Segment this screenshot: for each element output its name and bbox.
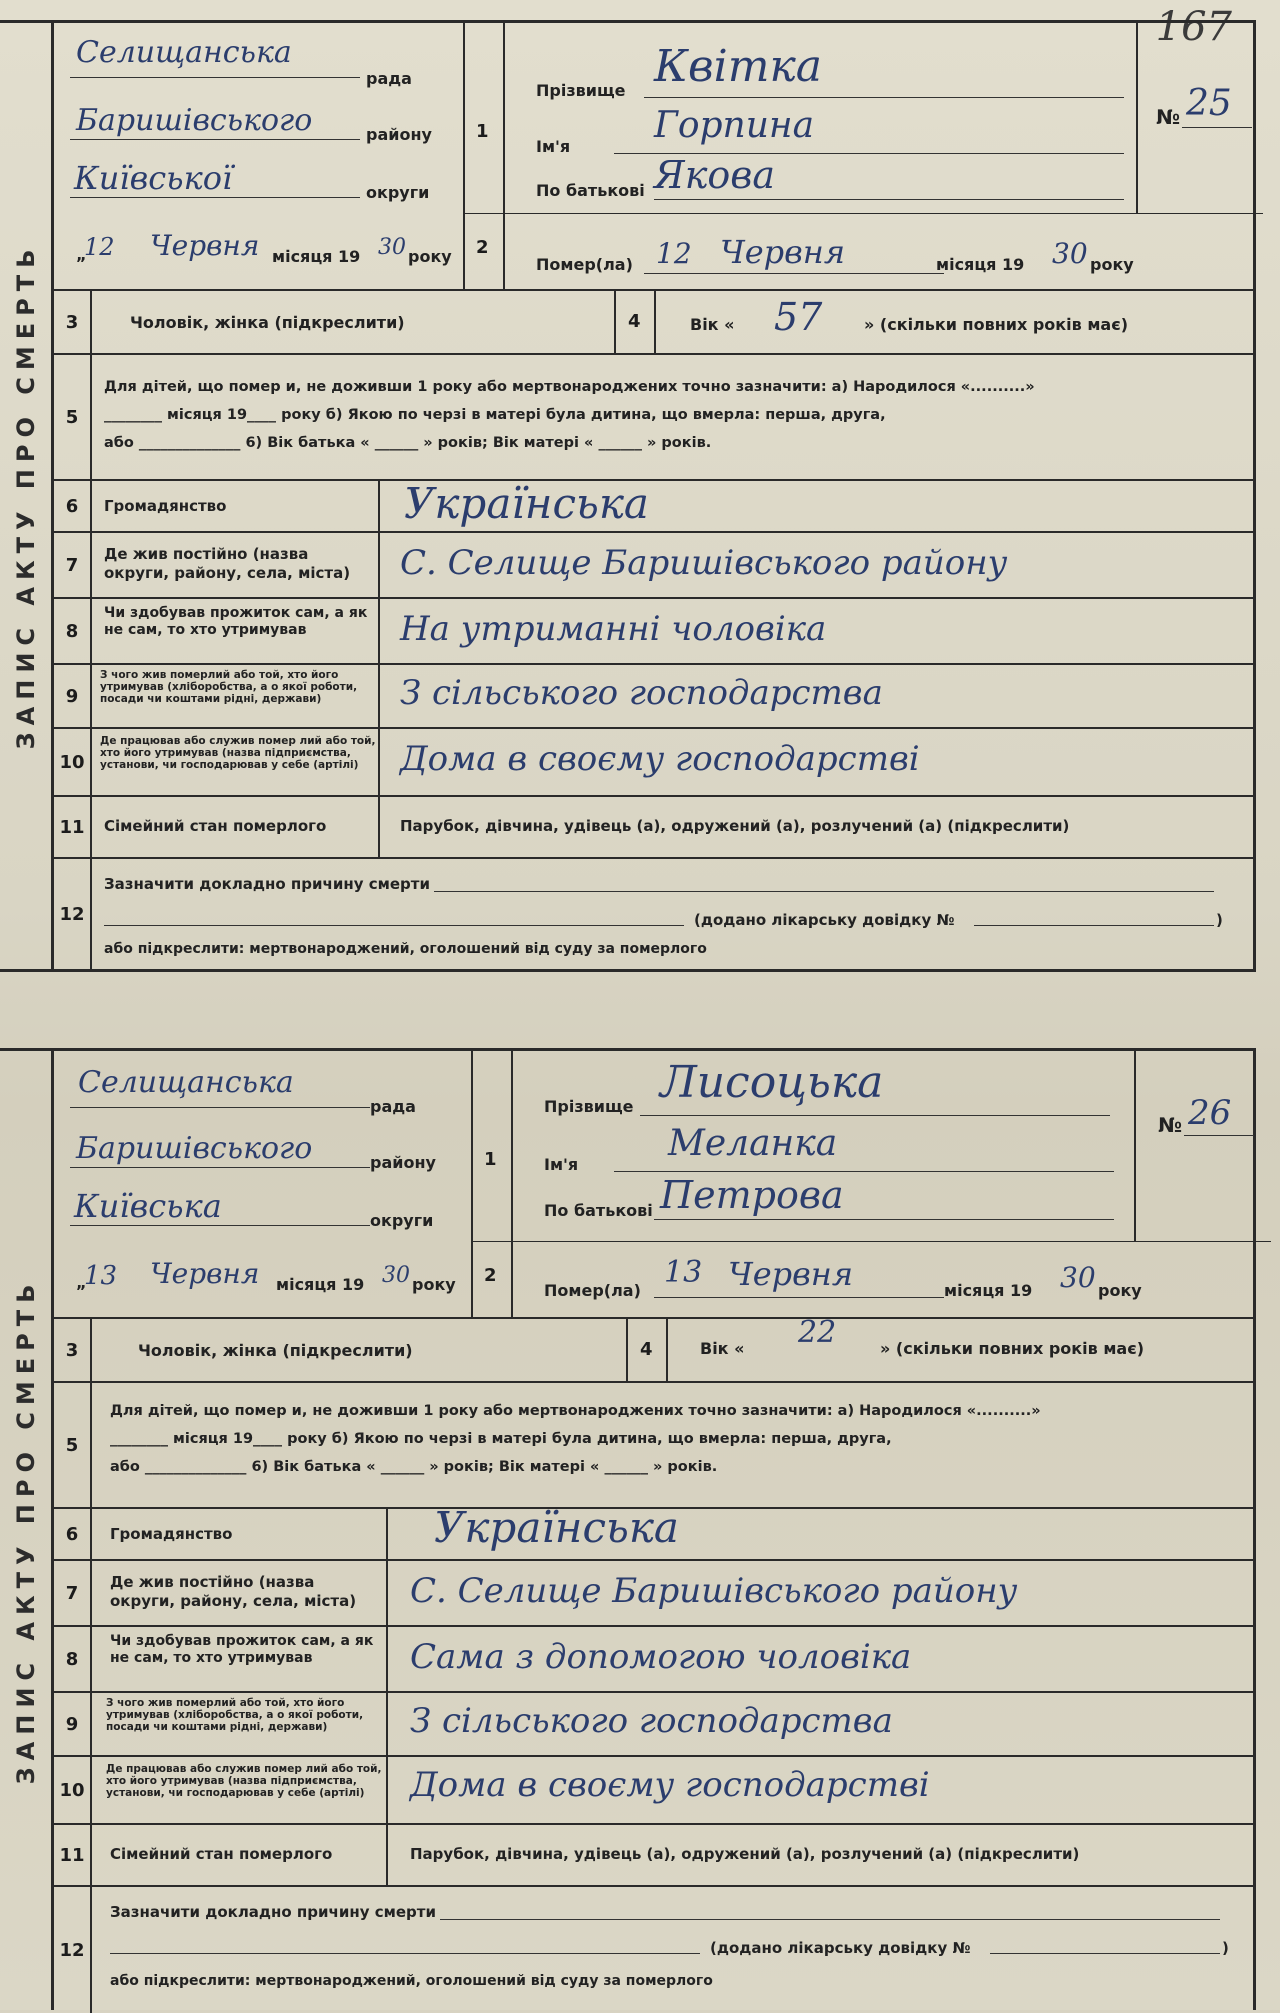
age-hint: » (скільки повних років має) (864, 315, 1129, 334)
record-number: 26 (1188, 1093, 1232, 1133)
okruga-label: округи (370, 1211, 434, 1230)
citizenship-value: Українська (404, 479, 649, 528)
side-title: ЗАПИС АКТУ ПРО СМЕРТЬ (0, 23, 54, 969)
rada-value: Селищанська (78, 1065, 294, 1100)
surname-label: Прізвище (536, 81, 626, 100)
surname-value: Лисоцька (660, 1057, 884, 1108)
livelihood-value: На утриманні чоловіка (400, 609, 827, 649)
livelihood-value: Сама з допомогою чоловіка (410, 1637, 912, 1677)
reg-month: Червня (150, 1257, 260, 1290)
age-value: 57 (774, 295, 823, 339)
row-cause: 12 Зазначити докладно причину смерти (додано лікарську довідку № ) або підкреслити: мертвонароджений, оголошений від суду за померлого (54, 859, 1253, 969)
age-label: Вік « (700, 1339, 745, 1358)
children-line1: Для дітей, що помер и, не доживши 1 року або мертвонароджених точно зазначити: а) Народилося «..........» (104, 379, 1035, 395)
source-value: З сільського господарства (400, 673, 883, 713)
number-label: № (1158, 1113, 1183, 1137)
death-month-label: місяця 19 (944, 1281, 1033, 1300)
reg-day: 13 (84, 1261, 118, 1291)
rayon-value: Баришівського (76, 103, 313, 138)
patronymic-value: Петрова (660, 1173, 844, 1217)
marital-options: Парубок, дівчина, удівець (а), одружений (а), розлучений (а) (підкреслити) (410, 1845, 1080, 1863)
death-month: Червня (720, 233, 846, 271)
rayon-label: району (370, 1153, 436, 1172)
row-marital: 11 Сімейний стан померлого Парубок, дівчина, удівець (а), одружений (а), розлучений (а) (підкреслити) (54, 797, 1253, 859)
row-marital: 11 Сімейний стан померлого Парубок, дівчина, удівець (а), одружений (а), розлучений (а) (підкреслити) (54, 1825, 1253, 1887)
name-label: Ім'я (544, 1155, 579, 1174)
rayon-value: Баришівського (76, 1131, 313, 1166)
death-year-label: року (1098, 1281, 1142, 1300)
death-year: 30 (1060, 1261, 1096, 1294)
name-value: Меланка (668, 1123, 838, 1164)
death-month: Червня (728, 1255, 854, 1293)
row-residence: 7 Де жив постійно (назва округи, району, села, міста) С. Селище Баришівського району (54, 1561, 1253, 1627)
rada-label: рада (370, 1097, 416, 1116)
death-year-label: року (1090, 255, 1134, 274)
children-line3: або ______________ 6) Вік батька « ______ » років; Вік матері « ______ » років. (104, 435, 712, 451)
citizenship-value: Українська (434, 1503, 679, 1552)
okruga-value: Київської (74, 159, 233, 197)
reg-year: 30 (382, 1263, 410, 1288)
death-month-label: місяця 19 (936, 255, 1025, 274)
record-number: 25 (1186, 83, 1232, 124)
reg-year: 30 (378, 235, 406, 260)
row-sex-age: 3 Чоловік, жінка (підкреслити) 4 Вік « 22 » (скільки повних років має) (54, 1319, 1253, 1383)
stillborn-label: або підкреслити: мертвонароджений, оголошений від суду за померлого (110, 1973, 713, 1989)
certificate-label: (додано лікарську довідку № (694, 911, 955, 929)
header-block: Селищанська рада Баришівського району Київської округи „ 12 Червня місяця 19 30 року 1 2 Прізвище Квітка Ім'я Горпина По батькові Яковa № 25 Помер(ла) 12 Червня місяця 19 30 року (54, 23, 1253, 291)
row-citizenship: 6 Громадянство Українська (54, 1509, 1253, 1561)
rada-label: рада (366, 69, 412, 88)
name-value: Горпина (654, 105, 815, 146)
reg-year-label: року (412, 1275, 456, 1294)
children-line3: або ______________ 6) Вік батька « ______ » років; Вік матері « ______ » років. (110, 1459, 718, 1475)
death-record-26 (0, 1048, 1256, 2010)
certificate-label: (додано лікарську довідку № (710, 1939, 971, 1957)
workplace-value: Дома в своєму господарстві (410, 1765, 930, 1805)
sex-label: Чоловік, жінка (підкреслити) (138, 1341, 413, 1360)
name-label: Ім'я (536, 137, 571, 156)
row-workplace: 10 Де працював або служив помер лий або той, хто його утримував (назва підприємства, установи, чи господарював у себе (артілі) Дома в своєму господарстві (54, 1757, 1253, 1825)
sex-label: Чоловік, жінка (підкреслити) (130, 313, 405, 332)
age-value: 22 (798, 1315, 837, 1350)
surname-value: Квітка (654, 41, 822, 92)
number-label: № (1156, 105, 1181, 129)
cause-label: Зазначити докладно причину смерти (110, 1903, 436, 1921)
patronymic-value: Яковa (654, 153, 776, 197)
cause-label: Зазначити докладно причину смерти (104, 875, 430, 893)
stillborn-label: або підкреслити: мертвонароджений, оголошений від суду за померлого (104, 941, 707, 957)
header-block: Селищанська рада Баришівського району Київська округи „ 13 Червня місяця 19 30 року 1 2 Прізвище Лисоцька Ім'я Меланка По батькові Петрова № 26 Помер(ла) 13 Червня місяця 19 30 року (54, 1051, 1253, 1319)
children-line1: Для дітей, що помер и, не доживши 1 року або мертвонароджених точно зазначити: а) Народилося «..........» (110, 1403, 1041, 1419)
row-workplace: 10 Де працював або служив помер лий або той, хто його утримував (назва підприємства, установи, чи господарював у себе (артілі) Дома в своєму господарстві (54, 729, 1253, 797)
reg-month-label: місяця 19 (276, 1275, 365, 1294)
reg-month-label: місяця 19 (272, 247, 361, 266)
okruga-label: округи (366, 183, 430, 202)
residence-value: С. Селище Баришівського району (410, 1571, 1018, 1611)
age-hint: » (скільки повних років має) (880, 1339, 1145, 1358)
death-record-25 (0, 20, 1256, 972)
rayon-label: району (366, 125, 432, 144)
side-title: ЗАПИС АКТУ ПРО СМЕРТЬ (0, 1051, 54, 2010)
residence-value: С. Селище Баришівського району (400, 543, 1008, 583)
age-label: Вік « (690, 315, 735, 334)
workplace-value: Дома в своєму господарстві (400, 739, 920, 779)
row-citizenship: 6 Громадянство Українська (54, 481, 1253, 533)
death-day: 12 (656, 237, 692, 270)
reg-day: 12 (84, 233, 115, 261)
archive-folio-number: 167 (1155, 4, 1232, 50)
okruga-value: Київська (74, 1187, 222, 1225)
row-children: 5 Для дітей, що помер и, не доживши 1 року або мертвонароджених точно зазначити: а) Народилося «..........» ________ місяця 19____ року б) Якою по черзі в матері була дитина, що вмерла: перша, друга, або ______________ 6) Вік батька « ______ » років; Вік матері « ______ » років. (54, 1383, 1253, 1509)
death-day: 13 (664, 1255, 703, 1290)
children-line2: ________ місяця 19____ року б) Якою по черзі в матері була дитина, що вмерла: перша, друга, (110, 1431, 892, 1447)
source-value: З сільського господарства (410, 1701, 893, 1741)
row-residence: 7 Де жив постійно (назва округи, району, села, міста) С. Селище Баришівського району (54, 533, 1253, 599)
row-sex-age: 3 Чоловік, жінка (підкреслити) 4 Вік « 57 » (скільки повних років має) (54, 291, 1253, 355)
patronymic-label: По батькові (544, 1201, 653, 1220)
death-date-label: Помер(ла) (544, 1281, 641, 1300)
patronymic-label: По батькові (536, 181, 645, 200)
row-source: 9 З чого жив померлий або той, хто його утримував (хліборобства, а о якої роботи, посади чи коштами рідні, держави) З сільського господарства (54, 665, 1253, 729)
row-cause: 12 Зазначити докладно причину смерти (додано лікарську довідку № ) або підкреслити: мертвонароджений, оголошений від суду за померлого (54, 1887, 1253, 2013)
reg-year-label: року (408, 247, 452, 266)
row-livelihood: 8 Чи здобував прожиток сам, а як не сам, то хто утримував На утриманні чоловіка (54, 599, 1253, 665)
row-source: 9 З чого жив померлий або той, хто його утримував (хліборобства, а о якої роботи, посади чи коштами рідні, держави) З сільського господарства (54, 1693, 1253, 1757)
reg-month: Червня (150, 229, 260, 262)
children-line2: ________ місяця 19____ року б) Якою по черзі в матері була дитина, що вмерла: перша, друга, (104, 407, 886, 423)
rada-value: Селищанська (76, 35, 292, 70)
death-date-label: Помер(ла) (536, 255, 633, 274)
marital-options: Парубок, дівчина, удівець (а), одружений (а), розлучений (а) (підкреслити) (400, 817, 1070, 835)
row-livelihood: 8 Чи здобував прожиток сам, а як не сам, то хто утримував Сама з допомогою чоловіка (54, 1627, 1253, 1693)
surname-label: Прізвище (544, 1097, 634, 1116)
death-year: 30 (1052, 237, 1088, 270)
row-children: 5 Для дітей, що помер и, не доживши 1 року або мертвонароджених точно зазначити: а) Народилося «..........» ________ місяця 19____ року б) Якою по черзі в матері була дитина, що вмерла: перша, друга, або ______________ 6) Вік батька « ______ » років; Вік матері « ______ » років. (54, 355, 1253, 481)
